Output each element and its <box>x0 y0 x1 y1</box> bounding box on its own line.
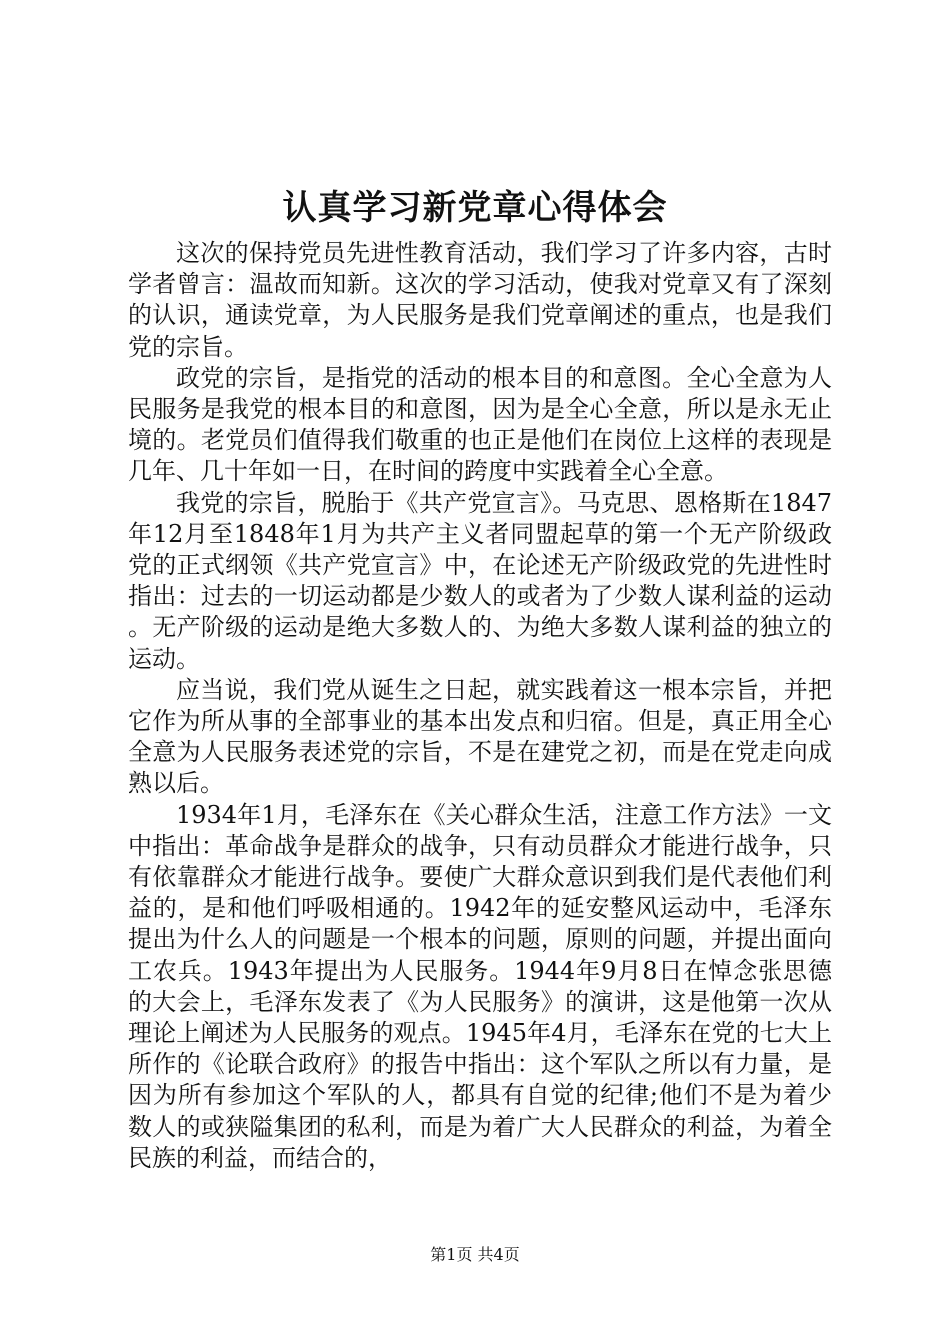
document-body <box>128 238 832 1174</box>
paragraph-4: 应当说，我们党从诞生之日起，就实践着这一根本宗旨，并把它作为所从事的全部事业的基本出发点和归宿。但是，真正用全心全意为人民服务表述党的宗旨，不是在建党之初，而是在党走向成熟以后。 <box>128 675 832 798</box>
paragraph-3: 我党的宗旨，脱胎于《共产党宣言》。马克思、恩格斯在1847年12月至1848年1月为共产主义者同盟起草的第一个无产阶级政党的正式纲领《共产党宣言》中，在论述无产阶级政党的先进性时指出：过去的一切运动都是少数人的或者为了少数人谋利益的运动。无产阶级的运动是绝大多数人的、为绝大多数人谋利益的独立的运动。 <box>128 488 832 673</box>
paragraph-1: 这次的保持党员先进性教育活动，我们学习了许多内容，古时学者曾言：温故而知新。这次的学习活动，使我对党章又有了深刻的认识，通读党章，为人民服务是我们党章阐述的重点，也是我们党的宗旨。 <box>128 239 832 361</box>
paragraph-2: 政党的宗旨，是指党的活动的根本目的和意图。全心全意为人民服务是我党的根本目的和意图，因为是全心全意，所以是永无止境的。老党员们值得我们敬重的也正是他们在岗位上这样的表现是几年、几十年如一日，在时间的跨度中实践着全心全意。 <box>128 363 832 486</box>
document-title: 认真学习新党章心得体会 <box>282 188 668 228</box>
paragraph-5: 1934年1月，毛泽东在《关心群众生活，注意工作方法》一文中指出：革命战争是群众的战争，只有动员群众才能进行战争，只有依靠群众才能进行战争。要使广大群众意识到我们是代表他们利益的，是和他们呼吸相通的。1942年的延安整风运动中，毛泽东提出为什么人的问题是一个根本的问题，原则的问题，并提出面向工农兵。1943年提出为人民服务。1944年9月8日在悼念张思德的大会上，毛泽东发表了《为人民服务》的演讲，这是他第一次从理论上阐述为人民服务的观点。1945年4月，毛泽东在党的七大上所作的《论联合政府》的报告中指出：这个军队之所以有力量，是因为所有参加这个军队的人，都具有自觉的纪律;他们不是为着少数人的或狭隘集团的私利，而是为着广大人民群众的利益，为着全民族的利益，而结合的， <box>128 800 832 1172</box>
page-number-footer: 第1页 共4页 <box>430 1245 520 1264</box>
